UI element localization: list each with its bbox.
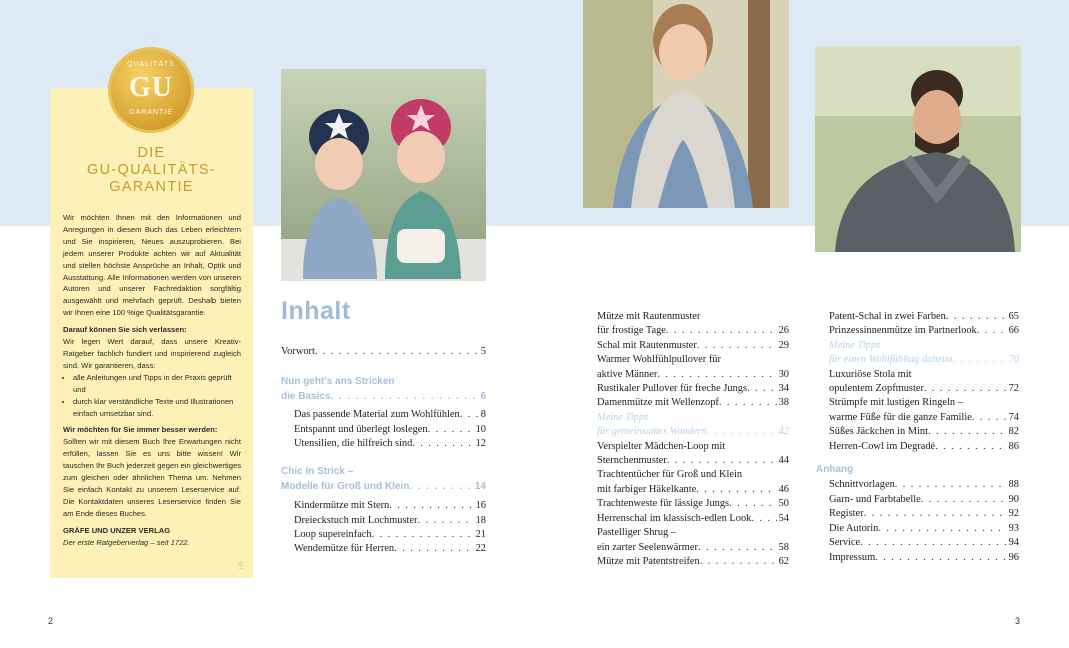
toc-entry[interactable] <box>597 497 789 511</box>
toc-column-2 <box>597 310 789 569</box>
toc-tip-label: für einen Wohlfühltag daheim <box>829 354 953 366</box>
toc-entry-page: 94 <box>1008 537 1019 549</box>
toc-entry-label: Impressum <box>829 551 876 563</box>
guarantee-heading-2: Wir möchten für Sie immer besser werden: <box>63 425 218 435</box>
toc-entry[interactable] <box>597 468 789 497</box>
toc-entry-page: 74 <box>1008 411 1019 423</box>
guarantee-paragraph-2: Sollten wir mit diesem Buch Ihre Erwartungen nicht erfüllen, lassen Sie es uns bitte wissen! Wir tauschen Ihr Buch jederzeit gegen ein gleichwertiges zum gleichen oder ähnlichen Thema um. Nehmen Sie einfach Kontakt zu unserem Leserservice auf. Die Kontaktdaten unseres Leserservice finden Sie am Ende dieses Buches. <box>63 437 241 518</box>
toc-tip-label: Meine Tipps <box>829 339 881 351</box>
toc-entry[interactable] <box>294 542 486 556</box>
toc-tip-page: 42 <box>778 426 789 438</box>
toc-entry-label: mit farbiger Häkelkante <box>597 483 697 495</box>
photo-woman-lace-shawl <box>583 0 789 208</box>
toc-entry-label: Schnittvorlagen <box>829 479 895 491</box>
guarantee-intro: Wir möchten Ihnen mit den Informationen und Anregungen in diesem Buch das Leben erleichtern und Sie inspirieren, Neues auszuprobieren. Bei jedem unserer Produkte achten wir auf Aktualität und stellen höchste Ansprüche an Inhalt, Optik und Ausstattung. Alle Informationen werden von unseren Autoren und unserer Fachredaktion sorgfältig ausgewählt und mehrfach geprüft. Deshalb bieten wir Ihnen eine 100 %ige Qualitätsgarantie. <box>63 213 241 318</box>
toc-entry[interactable] <box>597 396 789 410</box>
toc-entry-page: 96 <box>1008 551 1019 563</box>
toc-entry[interactable] <box>597 382 789 396</box>
toc-entry-page: 44 <box>778 455 789 467</box>
toc-entry[interactable] <box>294 423 486 437</box>
toc-entry-page: 92 <box>1008 508 1019 520</box>
illustrator-initials: HA <box>239 560 246 570</box>
toc-entry-label: Patent-Schal in zwei Farben <box>829 311 946 322</box>
toc-entry-label: Das passende Material zum Wohlfühlen <box>294 409 460 421</box>
toc-entry-label: Warmer Wohlfühlpullover für <box>597 354 721 366</box>
toc-entry-label: Utensilien, die hilfreich sind <box>294 438 413 450</box>
toc-entry[interactable] <box>597 310 789 339</box>
toc-entry-page: 82 <box>1008 426 1019 438</box>
toc-entry-label: Register <box>829 508 864 520</box>
publisher-slogan: Der erste Ratgeberverlag – seit 1722. <box>63 537 190 547</box>
toc-section-line: Chic in Strick – <box>281 466 354 478</box>
toc-entry-label: Kindermütze mit Stern <box>294 500 390 512</box>
toc-entry-page: 65 <box>1008 311 1019 322</box>
toc-column-1 <box>281 345 486 557</box>
toc-section-basics[interactable] <box>281 375 486 404</box>
toc-section-line: Modelle für Groß und Klein <box>281 480 410 492</box>
toc-entry-label: Strümpfe mit lustigen Ringeln – <box>829 397 963 409</box>
guarantee-title-line: DIE <box>137 145 166 161</box>
toc-entry[interactable] <box>294 528 486 542</box>
toc-entry-page: 58 <box>778 541 789 553</box>
toc-entry-label: Verspielter Mädchen-Loop mit <box>597 440 726 452</box>
toc-tip-page: 70 <box>1008 354 1019 366</box>
toc-entry-label: für frostige Tage <box>597 325 666 337</box>
photo-two-girls-knit-hats <box>281 69 486 281</box>
toc-entry[interactable] <box>294 437 486 451</box>
toc-entry[interactable] <box>597 526 789 555</box>
toc-entry-page: 93 <box>1008 522 1019 534</box>
toc-entry[interactable] <box>829 368 1019 397</box>
toc-entry-label: Mütze mit Patentstreifen <box>597 555 700 567</box>
guarantee-title-line: GARANTIE <box>109 179 194 195</box>
guarantee-bullet: • durch klar verständliche Texte und Illustrationen einfach umsetzbar sind. <box>73 396 241 420</box>
toc-entry[interactable] <box>829 310 1019 324</box>
toc-entry-label: Luxuriöse Stola mit <box>829 368 912 380</box>
toc-entry-page: 21 <box>475 529 486 541</box>
toc-entry-page: 34 <box>778 383 789 395</box>
toc-entry[interactable] <box>597 353 789 382</box>
toc-entry-label: Sternchenmuster <box>597 455 667 467</box>
guarantee-text <box>63 212 241 548</box>
toc-entry[interactable] <box>829 493 1019 507</box>
toc-entry-page: 50 <box>778 498 789 510</box>
toc-entry[interactable] <box>829 507 1019 521</box>
toc-entry-page: 12 <box>475 438 486 450</box>
toc-entry-label: Damenmütze mit Wellenzopf <box>597 397 719 409</box>
toc-entry-page: 62 <box>778 555 789 567</box>
toc-entry-label: Service <box>829 537 861 549</box>
toc-tip-entry[interactable] <box>597 411 789 440</box>
toc-entry[interactable] <box>829 551 1019 565</box>
toc-entry-page: 30 <box>778 368 789 380</box>
toc-entry-page: 46 <box>778 483 789 495</box>
toc-entry-label: Trachtentücher für Groß und Klein <box>597 469 743 481</box>
toc-entry-vorwort[interactable] <box>281 345 486 359</box>
toc-entry-page: 66 <box>1008 325 1019 337</box>
toc-entry-label: Loop supereinfach <box>294 529 372 541</box>
page-number-left: 2 <box>48 616 54 626</box>
seal-bottom-text: GARANTIE <box>129 109 173 116</box>
toc-entry-page: 72 <box>1008 383 1019 395</box>
toc-entry-label: aktive Männer <box>597 368 658 380</box>
guarantee-bullet: • alle Anleitungen und Tipps in der Praxis geprüft und <box>73 372 241 396</box>
guarantee-title <box>50 145 253 196</box>
toc-entry-page: 16 <box>475 500 486 512</box>
toc-tip-label: für gemeinsames Wandern <box>597 426 707 438</box>
photo-man-cable-sweater <box>815 46 1021 252</box>
toc-entry-page: 88 <box>1008 479 1019 491</box>
toc-section-page: 14 <box>474 480 486 492</box>
toc-section-line: Nun geht's ans Stricken <box>281 376 395 388</box>
toc-entry-label: Rustikaler Pullover für freche Jungs <box>597 383 748 395</box>
toc-entry-label: Vorwort <box>281 346 315 357</box>
toc-section-line: die Basics <box>281 390 331 402</box>
toc-section-anhang[interactable]: Anhang <box>816 464 854 476</box>
page-number-right: 3 <box>1015 616 1021 626</box>
toc-entry-label: Herrenschal im klassisch-edlen Look <box>597 512 752 524</box>
toc-entry-label: Die Autorin <box>829 522 879 534</box>
toc-entry-label: Pastelliger Shrug – <box>597 527 677 539</box>
toc-entry-label: Herren-Cowl im Degradé <box>829 440 936 452</box>
toc-tip-entry[interactable] <box>829 339 1019 368</box>
toc-entry-label: Garn- und Farbtabelle <box>829 493 921 505</box>
toc-entry-label: Trachtenweste für lässige Jungs <box>597 498 730 510</box>
toc-entry-label: opulentem Zopfmuster <box>829 383 924 395</box>
toc-entry[interactable] <box>829 478 1019 492</box>
guarantee-bullets <box>63 372 241 420</box>
toc-entry-label: Wendemütze für Herren <box>294 543 395 555</box>
toc-entry-page: 86 <box>1008 440 1019 452</box>
toc-entry-page: 5 <box>480 346 486 357</box>
toc-entry[interactable] <box>294 408 486 422</box>
toc-entry-label: Süßes Jäckchen in Mint <box>829 426 928 438</box>
toc-entry[interactable] <box>829 396 1019 425</box>
guarantee-heading-1: Darauf können Sie sich verlassen: <box>63 325 187 335</box>
toc-entry-label: Prinzessinnenmütze im Partnerlook <box>829 325 977 337</box>
gu-quality-seal <box>108 47 194 133</box>
seal-logo-text: GU <box>129 72 173 103</box>
toc-entry[interactable] <box>597 512 789 526</box>
toc-entry-label: warme Füße für die ganze Familie <box>829 411 972 423</box>
toc-entry-label: Dreieckstuch mit Lochmuster <box>294 514 418 526</box>
toc-tip-label: Meine Tipps <box>597 411 649 423</box>
toc-entry[interactable] <box>597 339 789 353</box>
toc-entry-page: 26 <box>778 325 789 337</box>
toc-entry[interactable] <box>829 425 1019 439</box>
toc-entry-page: 38 <box>778 397 789 409</box>
toc-title: Inhalt <box>281 297 351 325</box>
toc-entry[interactable] <box>829 324 1019 338</box>
guarantee-title-line: GU-QUALITÄTS- <box>87 162 216 178</box>
toc-section-page: 6 <box>480 390 486 402</box>
toc-entry-label: Schal mit Rautenmuster <box>597 339 697 351</box>
toc-entry[interactable] <box>597 555 789 569</box>
toc-entry-page: 18 <box>475 514 486 526</box>
toc-entry[interactable] <box>829 440 1019 454</box>
toc-entry-label: Mütze mit Rautenmuster <box>597 311 701 322</box>
publisher-name: GRÄFE UND UNZER VERLAG <box>63 525 171 535</box>
toc-entry[interactable] <box>294 499 486 513</box>
toc-entry-page: 10 <box>475 423 486 435</box>
toc-column-3 <box>816 310 1019 565</box>
toc-entry-label: Entspannt und überlegt loslegen <box>294 423 428 435</box>
toc-entry-page: 54 <box>778 512 789 524</box>
guarantee-paragraph-1: Wir legen Wert darauf, dass unsere Kreativ-Ratgeber fachlich fundiert und inspirierend zugleich sind. Wir garantieren, dass: <box>63 337 241 370</box>
toc-section-models[interactable] <box>281 465 486 494</box>
toc-entry-page: 90 <box>1008 493 1019 505</box>
toc-entry[interactable] <box>597 440 789 469</box>
toc-entry[interactable] <box>294 514 486 528</box>
toc-entry-page: 22 <box>475 543 486 555</box>
toc-entry-label: ein zarter Seelenwärmer <box>597 541 698 553</box>
toc-entry[interactable] <box>829 522 1019 536</box>
toc-entry-page: 29 <box>778 339 789 351</box>
toc-entry-page: 8 <box>480 409 486 421</box>
toc-entry[interactable] <box>829 536 1019 550</box>
seal-top-text: QUALITÄTS <box>127 61 175 68</box>
